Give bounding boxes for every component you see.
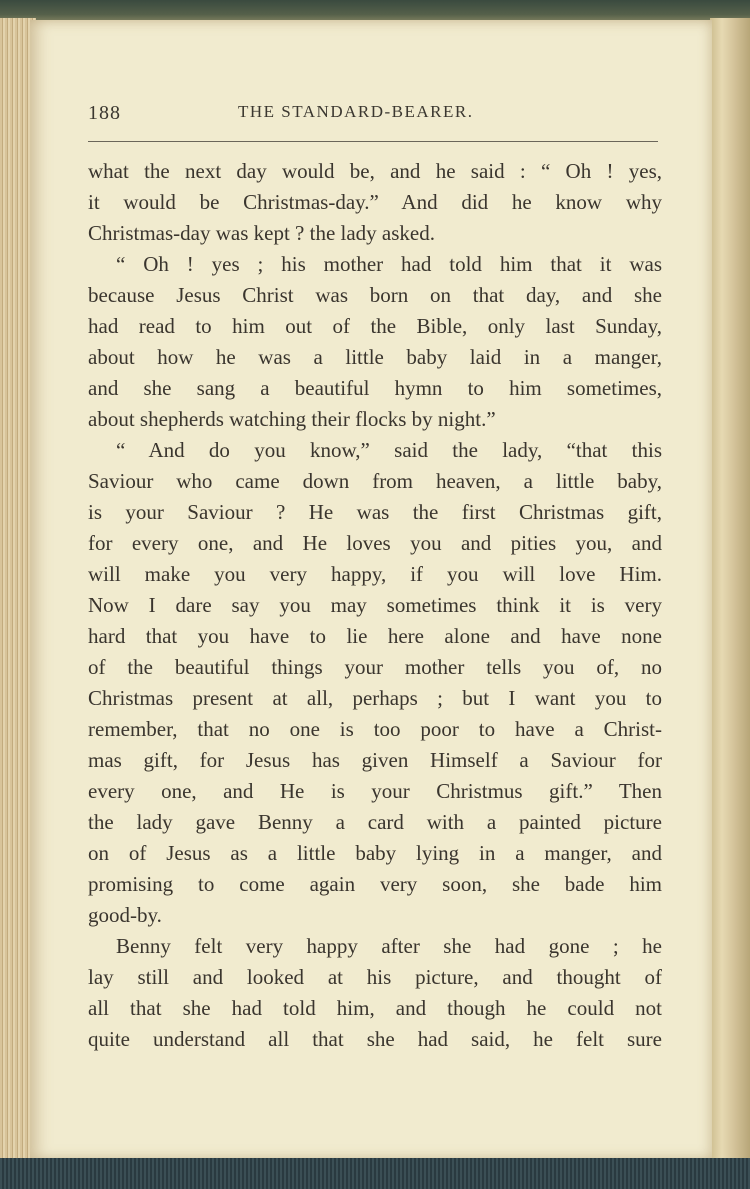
text-line: the lady gave Benny a card with a painted picture: [88, 810, 662, 834]
text-line: mas gift, for Jesus has given Himself a Saviour for: [88, 748, 662, 772]
text-line: “ And do you know,” said the lady, “that this: [116, 438, 662, 462]
page-number: 188: [88, 102, 121, 124]
page-header: [88, 98, 658, 128]
text-line: because Jesus Christ was born on that day, and she: [88, 283, 662, 307]
text-line: Christmas present at all, perhaps ; but I want you to: [88, 686, 662, 710]
running-title: THE STANDARD-BEARER.: [238, 102, 474, 121]
text-line: all that she had told him, and though he could not: [88, 996, 662, 1020]
text-line: what the next day would be, and he said : “ Oh ! yes,: [88, 159, 662, 183]
text-line: on of Jesus as a little baby lying in a manger, and: [88, 841, 662, 865]
text-line: will make you very happy, if you will love Him.: [88, 562, 662, 586]
text-line: is your Saviour ? He was the first Christmas gift,: [88, 500, 662, 524]
text-line: and she sang a beautiful hymn to him sometimes,: [88, 376, 662, 400]
right-page-edge: [710, 18, 750, 1160]
text-line: had read to him out of the Bible, only last Sunday,: [88, 314, 662, 338]
text-line: remember, that no one is too poor to have a Christ-: [88, 717, 662, 741]
text-line: promising to come again very soon, she bade him: [88, 872, 662, 896]
text-line: “ Oh ! yes ; his mother had told him that it was: [116, 252, 662, 276]
text-line: lay still and looked at his picture, and thought of: [88, 965, 662, 989]
text-line: Now I dare say you may sometimes think it is very: [88, 593, 662, 617]
book-bottom-edge: [0, 1158, 750, 1189]
text-line: Christmas-day was kept ? the lady asked.: [88, 221, 435, 245]
body-text: [88, 156, 662, 1055]
text-line: Benny felt very happy after she had gone ; he: [116, 934, 662, 958]
header-rule: [88, 141, 658, 142]
text-line: it would be Christmas-day.” And did he know why: [88, 190, 662, 214]
text-line: of the beautiful things your mother tells you of, no: [88, 655, 662, 679]
text-line: Saviour who came down from heaven, a little baby,: [88, 469, 662, 493]
text-line: about shepherds watching their flocks by night.”: [88, 407, 496, 431]
text-line: hard that you have to lie here alone and have none: [88, 624, 662, 648]
text-line: good-by.: [88, 903, 162, 927]
text-line: for every one, and He loves you and pities you, and: [88, 531, 662, 555]
text-line: about how he was a little baby laid in a manger,: [88, 345, 662, 369]
text-line: every one, and He is your Christmus gift.” Then: [88, 779, 662, 803]
text-line: quite understand all that she had said, he felt sure: [88, 1027, 662, 1051]
